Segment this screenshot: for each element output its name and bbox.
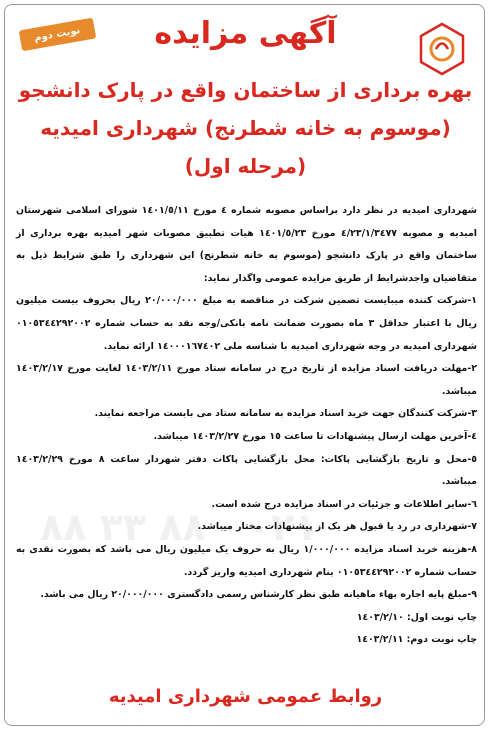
notice-body (16, 200, 477, 652)
notice-subtitle-3: (مرحله اول) (184, 154, 307, 178)
clause-1: ١-شرکت کننده میبایست تضمین شرکت در مناقصه به مبلغ ٢٠/٠٠٠/٠٠٠ ریال بحروف بیست میلیون ریال با اعتبار حداقل ٣ ماه بصورت ضمانت نامه بانکی/وجه نقد به حساب شماره ٠١٠٥٣٤٤٢٩٢٠٠٢ شهرداری امیدیه در وجه شهرداری امیدیه با شناسه ملی ١٤٠٠٠١٦٧٤٠٢ ارائه نماید. (16, 295, 478, 352)
notice-subtitle-1: بهره برداری از ساختمان واقع در پارک دانشجو (18, 78, 473, 102)
second-publication-date: چاپ نوبت دوم: ١٤٠٣/٢/١١ (356, 634, 477, 646)
clause-5: ٥-محل و تاریخ بازگشایی پاکات: محل بازگشایی پاکات دفتر شهردار ساعت ٨ مورخ ١٤٠٣/٢/٢٩ میباشد. (16, 453, 477, 488)
intro-paragraph: شهرداری امیدیه در نظر دارد براساس مصوبه شماره ٤ مورخ ١٤٠١/٥/١١ شورای اسلامی شهرستان امیدیه و مصوبه ٤/٢٣/١/٣٤٧٧ مورخ ١٤٠١/٥/٢٣ هیات تطبیق مصوبات شهر امیدیه بهره برداری از ساختمان واقع در پارک دانشجو (موسوم به خانه شطرنج) این شهرداری را طبق شرایط ذیل به متقاضیان واجدشرایط از طریق مزایده عمومی واگذار نماید: (16, 205, 477, 284)
clause-9: ٩-مبلغ پایه اجاره بهاء ماهیانه طبق نظر کارشناس رسمی دادگستری ٢٠/٠٠٠/٠٠٠ ریال می باشد. (40, 589, 477, 601)
notice-header (0, 0, 491, 210)
clause-8: ٨-هزینه خرید اسناد مزایده ١/٠٠٠/٠٠٠ ریال به حروف یک میلیون ریال می باشد که بصورت نقدی به حساب شماره ٠١٠٥٣٤٤٢٩٢٠٠٢ بنام شهرداری امیدیه واریز گردد. (16, 543, 477, 578)
clause-3: ٣-شرکت کنندگان جهت خرید اسناد مزایده به سامانه ستاد می بایست مراجعه نمایند. (94, 408, 477, 420)
notice-title: آگهی مزایده (154, 16, 337, 51)
second-publication-badge: نوبت دوم (19, 18, 96, 52)
notice-subtitle-2: (موسوم به خانه شطرنج) شهرداری امیدیه (40, 116, 451, 140)
clause-6: ٦-سایر اطلاعات و جزئیات در اسناد مزایده درج شده است. (211, 498, 477, 510)
clause-7: ٧-شهرداری در رد یا قبول هر یک از پیشنهادات مختار میباشد. (197, 521, 477, 533)
clause-4: ٤-آخرین مهلت ارسال پیشنهادات تا ساعت ١٥ مورخ ١٤٠٣/٢/٢٧ میباشد. (153, 430, 477, 442)
public-relations-signature: روابط عمومی شهرداری امیدیه (108, 686, 383, 707)
phone-watermark: ٠٢١ - ٨٨ ٣٣ ٨٨ (40, 505, 318, 549)
first-publication-date: چاپ نوبت اول: ١٤٠٣/٢/١٠ (356, 611, 477, 623)
clause-2: ٢-مهلت دریافت اسناد مزایده از تاریخ درج در سامانه ستاد مورخ ١٤٠٣/٢/١١ لغایت مورخ ١٤٠٣/٢/١٧ میباشد. (16, 363, 477, 397)
